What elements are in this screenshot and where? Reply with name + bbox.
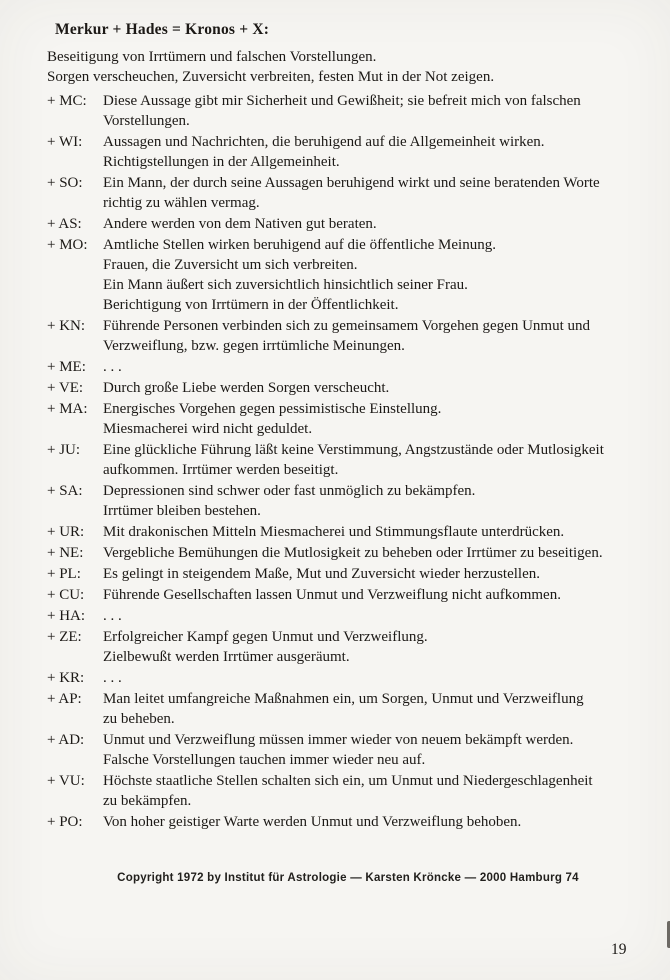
aspect-entry-line: Es gelingt in steigendem Maße, Mut und Zuversicht wieder herzustellen. bbox=[103, 566, 540, 582]
aspect-entry-line: Durch große Liebe werden Sorgen verscheucht. bbox=[103, 380, 390, 396]
aspect-entry-text bbox=[103, 316, 670, 356]
aspect-entry-text bbox=[103, 522, 670, 542]
aspect-entry-line: Erfolgreicher Kampf gegen Unmut und Verzweiflung. bbox=[103, 629, 428, 645]
aspect-entry-line: Zielbewußt werden Irrtümer ausgeräumt. bbox=[103, 649, 350, 665]
aspect-entry-line: zu bekämpfen. bbox=[103, 793, 192, 809]
aspect-entry-line: zu beheben. bbox=[103, 711, 175, 727]
aspect-entry bbox=[47, 91, 670, 131]
aspect-entry-line: Vergebliche Bemühungen die Mutlosigkeit zu beheben oder Irrtümer zu beseitigen. bbox=[103, 545, 603, 561]
aspect-entry-line: . . . bbox=[103, 359, 122, 375]
aspect-entry-text bbox=[103, 214, 670, 234]
aspect-entry-line: Richtigstellungen in der Allgemeinheit. bbox=[103, 154, 340, 170]
aspect-entry-line: Frauen, die Zuversicht um sich verbreiten. bbox=[103, 257, 358, 273]
aspect-entry-label: + ZE: bbox=[47, 629, 82, 645]
aspect-entry-text bbox=[103, 812, 670, 832]
aspect-entry-label: + HA: bbox=[47, 608, 86, 624]
aspect-entry-line: Vorstellungen. bbox=[103, 113, 190, 129]
aspect-entry bbox=[47, 214, 670, 234]
aspect-entry-line: Falsche Vorstellungen tauchen immer wieder neu auf. bbox=[103, 752, 426, 768]
intro-line: Beseitigung von Irrtümern und falschen Vorstellungen. bbox=[47, 49, 377, 65]
aspect-entry-text bbox=[103, 689, 670, 729]
aspect-entry bbox=[47, 689, 670, 729]
aspect-entry-text bbox=[103, 627, 670, 667]
aspect-entry-line: Diese Aussage gibt mir Sicherheit und Gewißheit; sie befreit mich von falschen bbox=[103, 93, 581, 109]
aspect-entry-line: Depressionen sind schwer oder fast unmöglich zu bekämpfen. bbox=[103, 483, 476, 499]
aspect-entry bbox=[47, 564, 670, 584]
aspect-entry-text bbox=[103, 173, 670, 213]
aspect-entry-label: + VE: bbox=[47, 380, 84, 396]
page-number: 19 bbox=[611, 941, 627, 958]
aspect-entry-line: Ein Mann, der durch seine Aussagen beruhigend wirkt und seine beratenden Worte bbox=[103, 175, 600, 191]
aspect-entry bbox=[47, 357, 670, 377]
aspect-entry bbox=[47, 316, 670, 356]
aspect-entry bbox=[47, 378, 670, 398]
aspect-entry-label: + AP: bbox=[47, 691, 82, 707]
aspect-entry-label: + MC: bbox=[47, 93, 87, 109]
aspect-entry bbox=[47, 440, 670, 480]
aspect-entry bbox=[47, 627, 670, 667]
aspect-entry bbox=[47, 522, 670, 542]
aspect-entry bbox=[47, 173, 670, 213]
aspect-entry-label: + ME: bbox=[47, 359, 86, 375]
aspect-entry-line: Aussagen und Nachrichten, die beruhigend auf die Allgemeinheit wirken. bbox=[103, 134, 545, 150]
aspect-entry-text bbox=[103, 440, 670, 480]
aspect-entry-line: Eine glückliche Führung läßt keine Verstimmung, Angstzustände oder Mutlosigkeit bbox=[103, 442, 604, 458]
aspect-entry-label: + SO: bbox=[47, 175, 83, 191]
aspect-entry-label: + JU: bbox=[47, 442, 81, 458]
aspect-entry bbox=[47, 481, 670, 521]
aspect-entry-label: + VU: bbox=[47, 773, 85, 789]
aspect-entry-text bbox=[103, 606, 670, 626]
aspect-entry-line: Unmut und Verzweiflung müssen immer wieder von neuem bekämpft werden. bbox=[103, 732, 574, 748]
aspect-entry bbox=[47, 585, 670, 605]
aspect-entry-text bbox=[103, 564, 670, 584]
aspect-entry-line: . . . bbox=[103, 608, 122, 624]
aspect-entry-line: Mit drakonischen Mitteln Miesmacherei und Stimmungsflaute unterdrücken. bbox=[103, 524, 565, 540]
aspect-entry-text bbox=[103, 543, 670, 563]
page-title: Merkur + Hades = Kronos + X: bbox=[55, 21, 270, 38]
aspect-entry bbox=[47, 730, 670, 770]
aspect-entry-line: richtig zu wählen vermag. bbox=[103, 195, 260, 211]
aspect-entry bbox=[47, 132, 670, 172]
aspect-entry-line: Ein Mann äußert sich zuversichtlich hinsichtlich seiner Frau. bbox=[103, 277, 468, 293]
aspect-entry-text bbox=[103, 235, 670, 315]
aspect-entry-line: Man leitet umfangreiche Maßnahmen ein, um Sorgen, Unmut und Verzweiflung bbox=[103, 691, 584, 707]
aspect-entry bbox=[47, 812, 670, 832]
aspect-entry-label: + KR: bbox=[47, 670, 85, 686]
aspect-entry-label: + MO: bbox=[47, 237, 88, 253]
aspect-entry-label: + SA: bbox=[47, 483, 83, 499]
copyright-line: Copyright 1972 by Institut für Astrologie — Karsten Kröncke — 2000 Hamburg 74 bbox=[117, 872, 579, 884]
aspect-entry-text bbox=[103, 771, 670, 811]
aspect-entry-label: + WI: bbox=[47, 134, 83, 150]
aspect-entry bbox=[47, 543, 670, 563]
aspect-entry-label: + NE: bbox=[47, 545, 84, 561]
aspect-entry-line: Berichtigung von Irrtümern in der Öffentlichkeit. bbox=[103, 297, 399, 313]
aspect-entry-text bbox=[103, 730, 670, 770]
aspect-entries-list bbox=[47, 91, 670, 832]
aspect-entry-text bbox=[103, 91, 670, 131]
aspect-entry-line: Verzweiflung, bzw. gegen irrtümliche Meinungen. bbox=[103, 338, 405, 354]
aspect-entry-label: + UR: bbox=[47, 524, 85, 540]
aspect-entry-line: Führende Gesellschaften lassen Unmut und Verzweiflung nicht aufkommen. bbox=[103, 587, 561, 603]
aspect-entry-line: . . . bbox=[103, 670, 122, 686]
aspect-entry-label: + AS: bbox=[47, 216, 82, 232]
aspect-entry-line: Höchste staatliche Stellen schalten sich ein, um Unmut und Niedergeschlagenheit bbox=[103, 773, 593, 789]
aspect-entry-line: Führende Personen verbinden sich zu gemeinsamem Vorgehen gegen Unmut und bbox=[103, 318, 590, 334]
aspect-entry bbox=[47, 668, 670, 688]
aspect-entry-line: aufkommen. Irrtümer werden beseitigt. bbox=[103, 462, 339, 478]
intro-paragraph bbox=[47, 47, 670, 87]
aspect-entry bbox=[47, 606, 670, 626]
aspect-entry-line: Irrtümer bleiben bestehen. bbox=[103, 503, 261, 519]
aspect-entry-text bbox=[103, 585, 670, 605]
aspect-entry-text bbox=[103, 357, 670, 377]
aspect-entry-line: Von hoher geistiger Warte werden Unmut und Verzweiflung behoben. bbox=[103, 814, 522, 830]
aspect-entry bbox=[47, 399, 670, 439]
aspect-entry-text bbox=[103, 668, 670, 688]
aspect-entry-label: + CU: bbox=[47, 587, 85, 603]
aspect-entry bbox=[47, 771, 670, 811]
aspect-entry-label: + AD: bbox=[47, 732, 85, 748]
aspect-entry-line: Andere werden von dem Nativen gut beraten. bbox=[103, 216, 377, 232]
intro-line: Sorgen verscheuchen, Zuversicht verbreiten, festen Mut in der Not zeigen. bbox=[47, 69, 495, 85]
aspect-entry bbox=[47, 235, 670, 315]
aspect-entry-text bbox=[103, 132, 670, 172]
aspect-entry-label: + PO: bbox=[47, 814, 83, 830]
aspect-entry-label: + KN: bbox=[47, 318, 86, 334]
aspect-entry-line: Amtliche Stellen wirken beruhigend auf die öffentliche Meinung. bbox=[103, 237, 496, 253]
aspect-entry-line: Miesmacherei wird nicht geduldet. bbox=[103, 421, 313, 437]
aspect-entry-label: + PL: bbox=[47, 566, 81, 582]
aspect-entry-line: Energisches Vorgehen gegen pessimistische Einstellung. bbox=[103, 401, 442, 417]
aspect-entry-text bbox=[103, 399, 670, 439]
aspect-entry-text bbox=[103, 378, 670, 398]
aspect-entry-label: + MA: bbox=[47, 401, 88, 417]
aspect-entry-text bbox=[103, 481, 670, 521]
